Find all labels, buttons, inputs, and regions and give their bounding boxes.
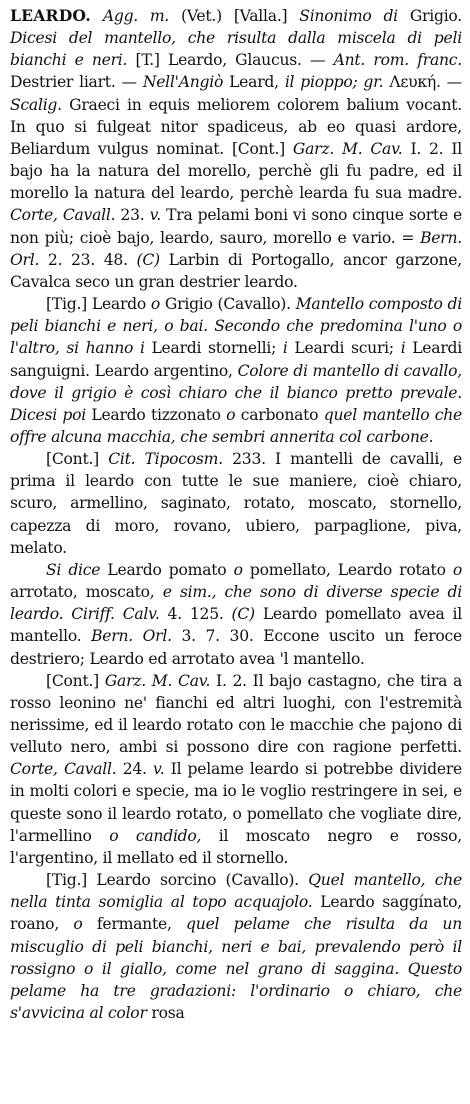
text-run: 4. 125.: [159, 605, 232, 624]
text-run: [Cont.]: [46, 671, 105, 690]
italic-text: Ant. rom. franc.: [333, 51, 462, 70]
text-run: 3. 7. 30. Eccone uscito un feroce destriero; Leardo ed arrotato avea 'l mantello.: [10, 627, 463, 668]
text-run: Λευκή. —: [383, 73, 462, 92]
italic-text: il pioppo; gr.: [284, 73, 384, 92]
italic-text: Sinonimo di: [299, 7, 398, 25]
italic-text: o: [233, 560, 243, 579]
italic-text: Garz. M. Cav.: [292, 139, 403, 158]
text-run: Leardo pomellato avea il mantello.: [10, 605, 462, 646]
headword: LEARDO.: [10, 6, 91, 25]
italic-text: Nell'Angiò: [142, 73, 224, 92]
text-run: carbonato: [235, 405, 324, 424]
entry-leardo: [10, 5, 462, 293]
text-run: Leardi sanguigni. Leardo argentino,: [10, 339, 462, 380]
entry-paragraph: [10, 670, 462, 869]
text-run: Leardo tizzonato: [85, 405, 227, 424]
italic-text: o: [73, 915, 83, 934]
text-run: pomellato, Leardo rotato: [242, 560, 453, 579]
text-run: Il pelame leardo si potrebbe dividere in molti colori e specie, ma io le voglio restringere in sei, e queste sono il leardo rotato, o pomellato che vogliate dire, l'armellino: [10, 760, 462, 845]
italic-text: i: [400, 339, 406, 358]
italic-text: Scalig.: [10, 95, 62, 114]
text-run: il moscato negro e rosso, l'argentino, il mellato ed il stornello.: [10, 826, 463, 867]
entry-paragraph: [10, 559, 462, 670]
text-run: 24.: [116, 760, 154, 779]
italic-text: Agg. m.: [102, 7, 170, 25]
entry-paragraph: [10, 448, 462, 559]
italic-text: Corte, Cavall.: [10, 760, 117, 779]
entry-paragraph: [10, 293, 462, 448]
text-run: [T.] Leardo, Glaucus. —: [127, 51, 334, 70]
text-run: 233. I mantelli de cavalli, e prima il leardo con tutte le sue maniere, cioè chiaro, scuro, armellino, saginato, rotato, moscato, stornello, capezza di moro, rovano, ubiero, parpaglione, piva, melato.: [10, 450, 463, 557]
text-run: [Tig.] Leardo sorcino (Cavallo).: [46, 871, 309, 890]
italic-text: quel pelame che risulta da un miscuglio di peli bianchi, neri e bai, prevalendo però il rossigno o il giallo, come nel grano di saggina. Questo pelame ha tre gradazioni: l'ordinario o chiaro, che s'avvicina al color: [10, 915, 463, 1023]
text-run: Leardi stornelli;: [144, 339, 283, 358]
text-run: (Vet.) [Valla.]: [169, 7, 300, 25]
text-run: I. 2. Il bajo castagno, che tira a rosso leonino ne' fianchi ed altri luoghi, con l'estremità nerissime, ed il leardo rotato con le macchie che pajono di velluto nero, ambi si possono dire con ragione perfetti.: [10, 671, 462, 757]
text-run: Grigio (Cavallo).: [160, 295, 296, 314]
italic-text: o: [150, 295, 161, 314]
text-run: 23.: [115, 206, 150, 225]
italic-text: Corte, Cavall.: [10, 206, 116, 225]
italic-text: Bern. Orl.: [91, 627, 172, 646]
text-run: Graeci in equis meliorem colorem balium vocant. In quo si fulgeat nitor spadiceus, ab eo quasi ardore, Beliardum vulgus nominat. [Cont.]: [10, 95, 462, 158]
text-run: fermante,: [82, 915, 187, 934]
text-run: Grigio.: [397, 7, 463, 25]
text-run: [91, 7, 103, 25]
italic-text: Bern. Orl.: [10, 228, 462, 269]
italic-text: v.: [149, 206, 161, 225]
text-run: [Cont.]: [46, 450, 109, 469]
text-run: Larbin di Portogallo, ancor garzone, Cavalca seco un gran destrier leardo.: [10, 250, 462, 291]
text-run: 2. 23. 48.: [39, 250, 137, 269]
italic-text: Quel mantello, che nella tinta somiglia al topo acquajolo.: [10, 871, 462, 912]
italic-text: (C): [136, 250, 160, 269]
text-run: arrotato, moscato,: [10, 583, 163, 602]
italic-text: v.: [153, 760, 165, 779]
italic-text: i: [282, 339, 288, 358]
text-run: I. 2. Il bajo ha la natura del morello, perchè gli fu padre, ed il morello la natura del leardo, perchè learda fu sua madre.: [10, 139, 462, 203]
italic-text: o: [226, 405, 236, 424]
text-run: Leardi scuri;: [287, 339, 401, 358]
italic-text: quel mantello che offre alcuna macchia, che sembri annerita col carbone.: [10, 405, 462, 446]
text-run: Leardo saggínato, roano,: [10, 893, 462, 934]
italic-text: Cit. Tipocosm.: [108, 450, 223, 469]
italic-text: o: [452, 560, 463, 579]
italic-text: (C): [231, 605, 255, 624]
italic-text: Dicesi del mantello, che risulta dalla miscela di peli bianchi e neri.: [10, 29, 462, 70]
italic-text: Garz. M. Cav.: [104, 671, 211, 690]
text-run: [Tig.] Leardo: [46, 295, 151, 314]
italic-text: Colore di mantello di cavallo, dove il grigio è così chiaro che il bianco pretto prevale. Dicesi poi: [10, 361, 462, 424]
text-run: rosa: [146, 1004, 185, 1023]
italic-text: Mantello composto di peli bianchi e neri, o bai. Secondo che predomina l'uno o l'altro, si hanno i: [10, 295, 463, 358]
italic-text: e sim., che sono di diverse specie di leardo. Ciriff. Calv.: [10, 583, 462, 624]
italic-text: o candido,: [109, 826, 202, 845]
text-run: Leard,: [223, 73, 285, 92]
text-run: Destrier liart. —: [10, 73, 143, 92]
text-run: Leardo pomato: [100, 560, 234, 579]
text-run: Tra pelami boni vi sono cinque sorte e non più; cioè bajo, leardo, sauro, morello e vario. =: [10, 206, 462, 247]
entry-paragraph: [10, 869, 462, 1024]
italic-text: Si dice: [46, 560, 101, 579]
